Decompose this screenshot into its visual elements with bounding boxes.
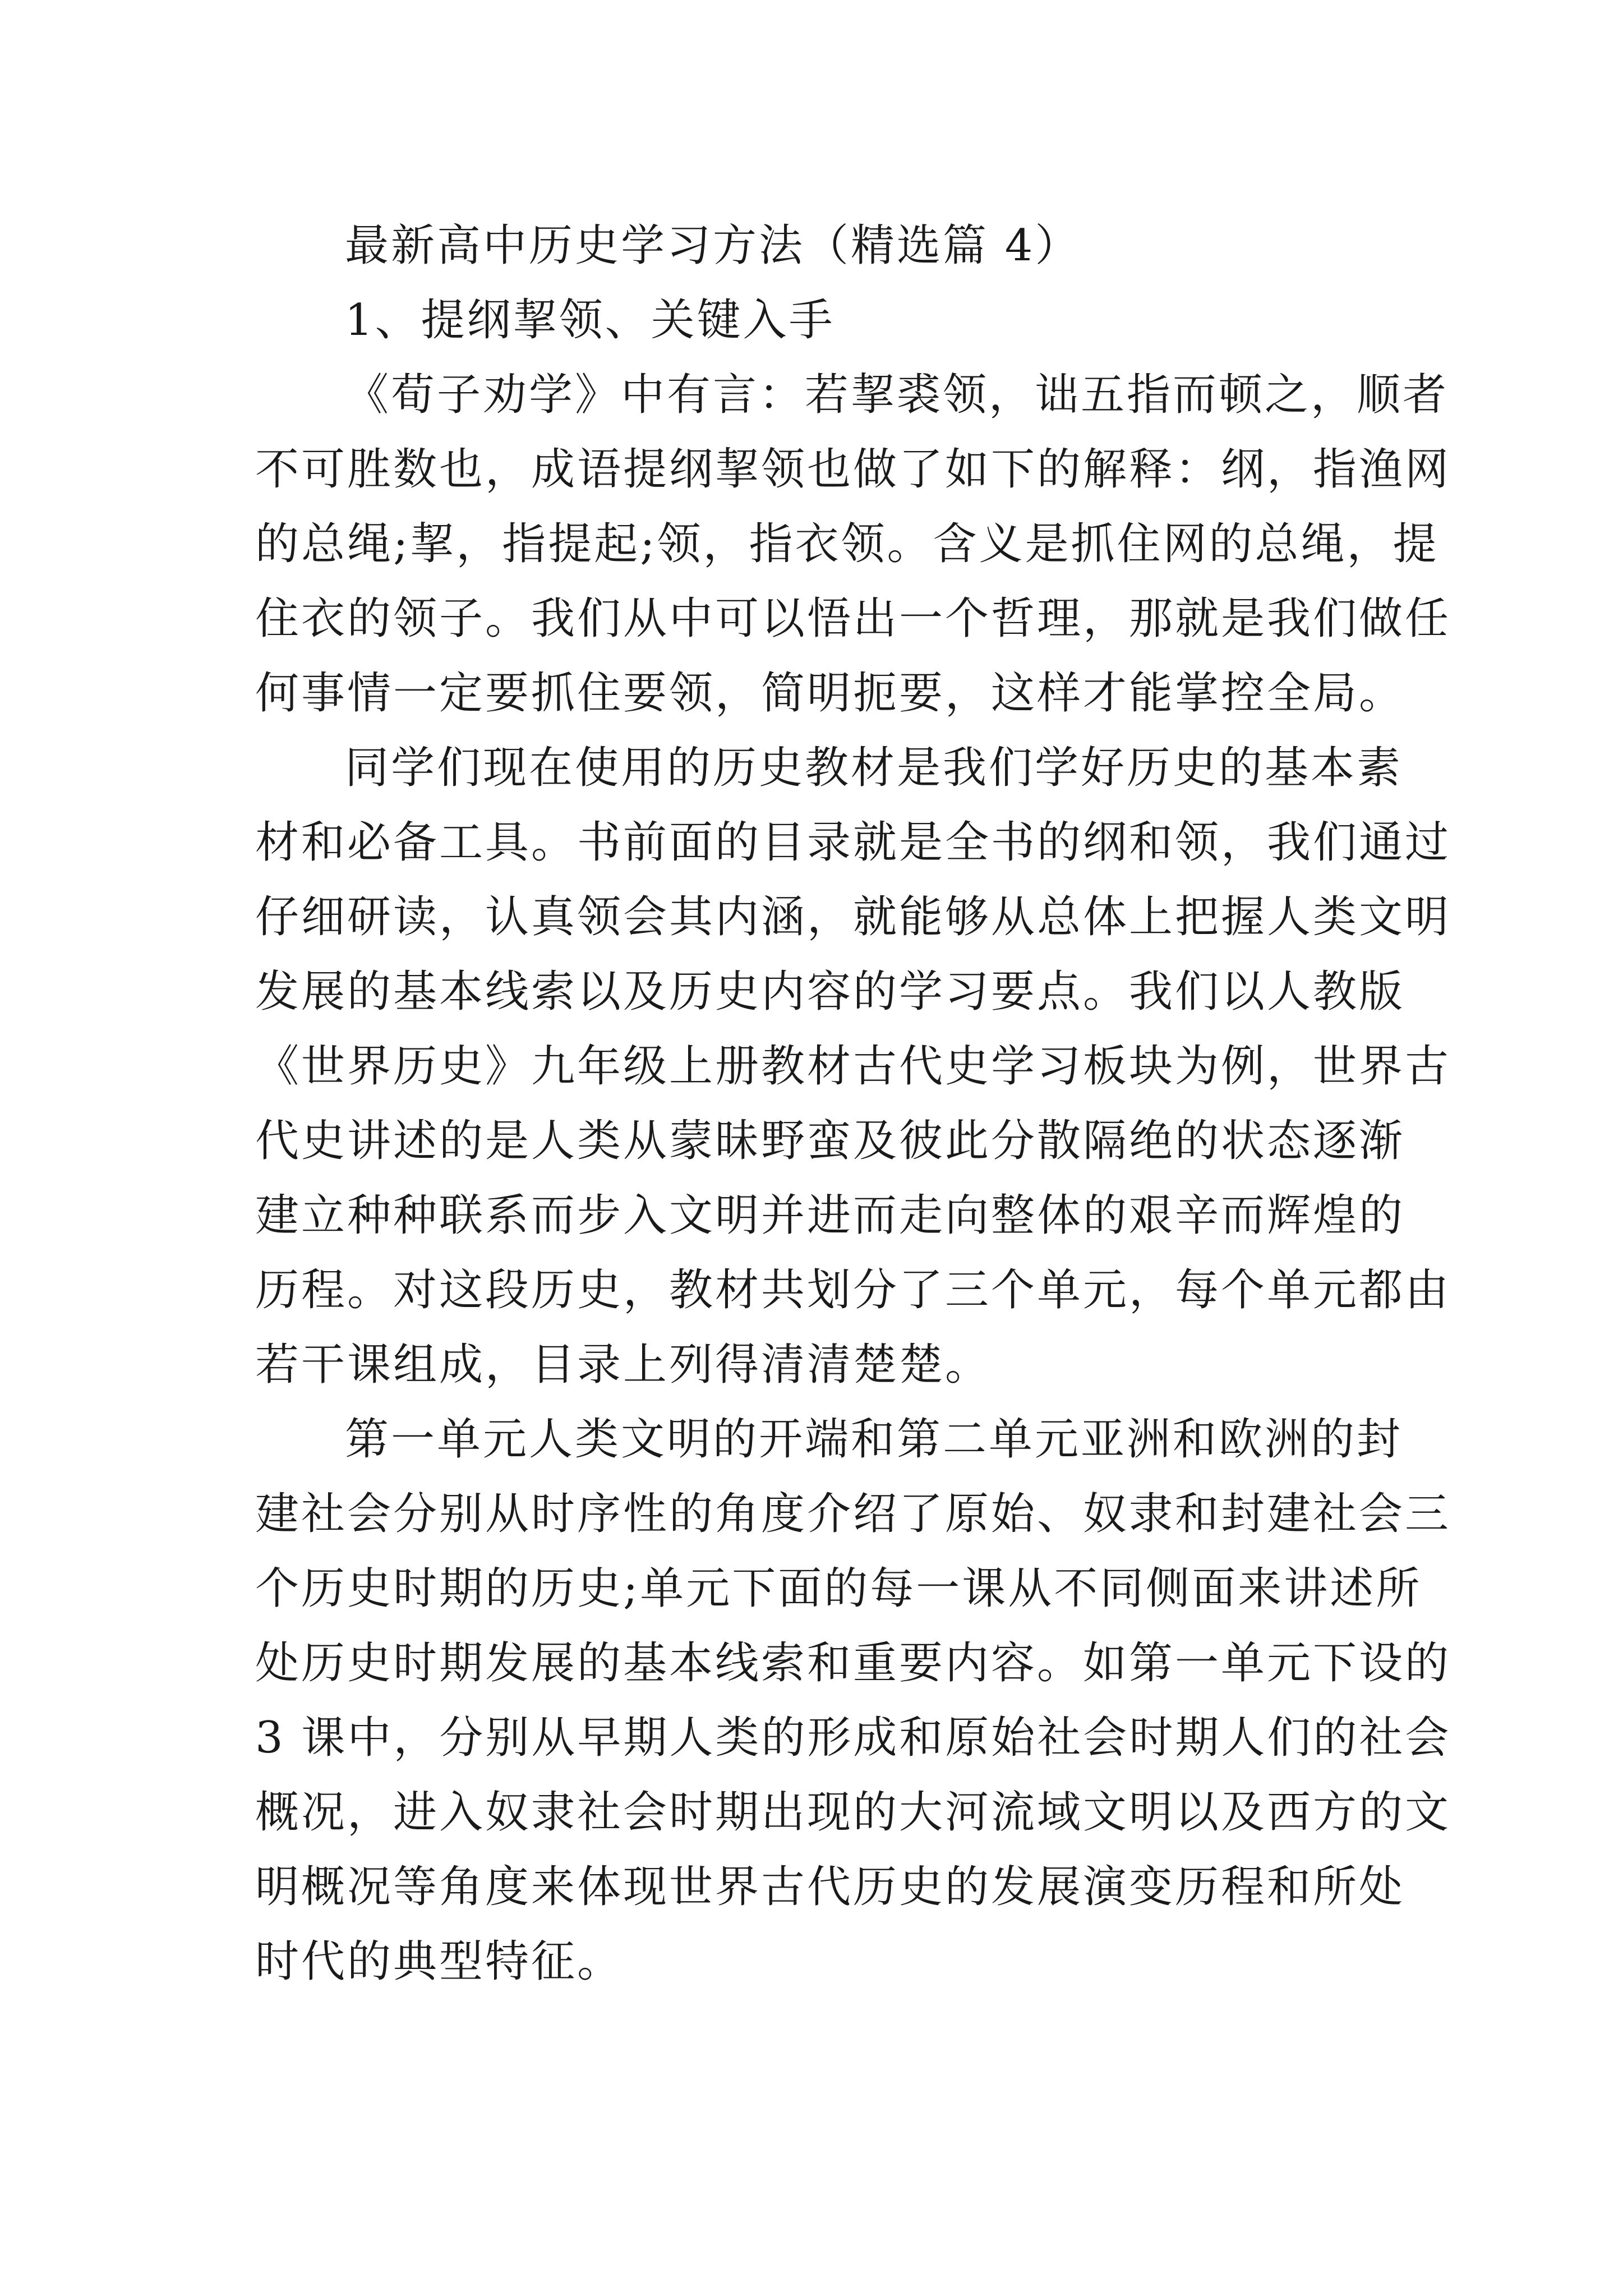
paragraph-3 xyxy=(255,1402,1451,1999)
paragraph-line: 3 课中，分别从早期人类的形成和原始社会时期人们的社会 xyxy=(255,1713,1451,1763)
paragraph-line: 的总绳;挈，指提起;领，指衣领。含义是抓住网的总绳，提 xyxy=(255,519,1439,569)
paragraph-line: 仔细研读，认真领会其内涵，就能够从总体上把握人类文明 xyxy=(255,892,1451,942)
paragraph-2 xyxy=(255,731,1451,1402)
paragraph-line: 《荀子劝学》中有言：若挈裘领，诎五指而顿之，顺者 xyxy=(345,370,1449,420)
section-heading: 1、提纲挈领、关键入手 xyxy=(345,295,835,346)
paragraph-line: 不可胜数也，成语提纲挈领也做了如下的解释：纲，指渔网 xyxy=(255,444,1451,495)
paragraph-line: 时代的典型特征。 xyxy=(255,1936,624,1987)
paragraph-line: 建社会分别从时序性的角度介绍了原始、奴隶和封建社会三 xyxy=(255,1489,1451,1539)
paragraph-line: 历程。对这段历史，教材共划分了三个单元，每个单元都由 xyxy=(255,1265,1451,1315)
paragraph-line: 代史讲述的是人类从蒙昧野蛮及彼此分散隔绝的状态逐渐 xyxy=(255,1116,1405,1166)
paragraph-line: 概况，进入奴隶社会时期出现的大河流域文明以及西方的文 xyxy=(255,1787,1451,1838)
paragraph-line: 建立种种联系而步入文明并进而走向整体的艰辛而辉煌的 xyxy=(255,1190,1405,1241)
paragraph-line: 第一单元人类文明的开端和第二单元亚洲和欧洲的封 xyxy=(345,1414,1403,1465)
paragraph-line: 明概况等角度来体现世界古代历史的发展演变历程和所处 xyxy=(255,1862,1405,1912)
paragraph-1 xyxy=(255,358,1451,731)
paragraph-line: 何事情一定要抓住要领，简明扼要，这样才能掌控全局。 xyxy=(255,668,1405,719)
paragraph-line: 住衣的领子。我们从中可以悟出一个哲理，那就是我们做任 xyxy=(255,593,1451,644)
paragraph-line: 处历史时期发展的基本线索和重要内容。如第一单元下设的 xyxy=(255,1638,1451,1688)
paragraph-line: 若干课组成，目录上列得清清楚楚。 xyxy=(255,1340,992,1390)
document-title: 最新高中历史学习方法（精选篇 4） xyxy=(345,220,1081,271)
paragraph-line: 发展的基本线索以及历史内容的学习要点。我们以人教版 xyxy=(255,967,1405,1017)
document-body xyxy=(255,209,1451,1999)
paragraph-line: 《世界历史》九年级上册教材古代史学习板块为例，世界古 xyxy=(255,1041,1451,1092)
paragraph-line: 个历史时期的历史;单元下面的每一课从不同侧面来讲述所 xyxy=(255,1563,1422,1614)
paragraph-line: 同学们现在使用的历史教材是我们学好历史的基本素 xyxy=(345,743,1403,793)
paragraph-line: 材和必备工具。书前面的目录就是全书的纲和领，我们通过 xyxy=(255,817,1451,868)
